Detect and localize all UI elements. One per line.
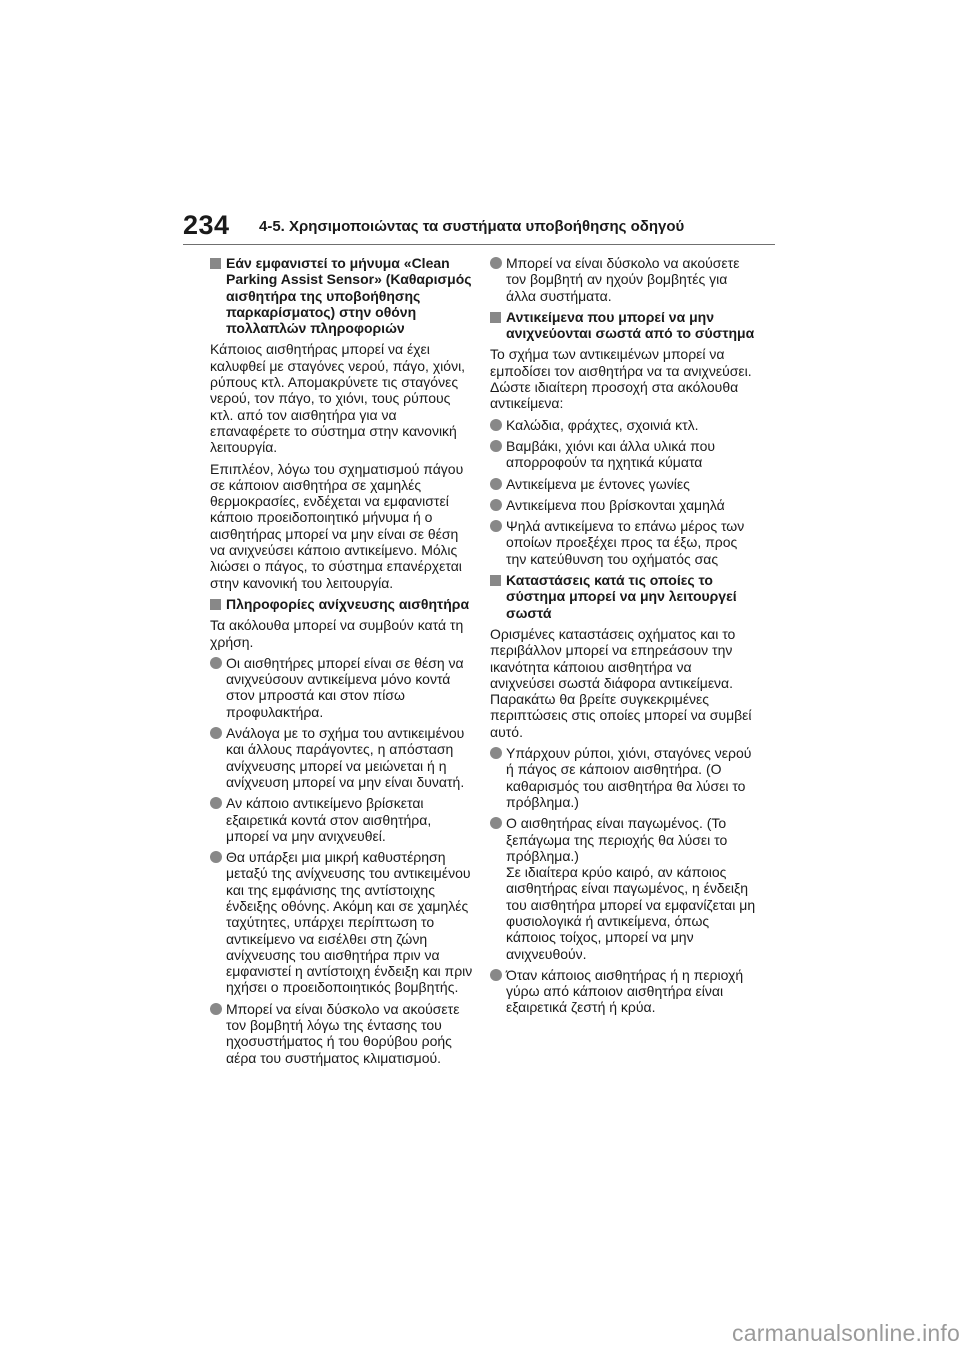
- list-item-text: Αν κάποιο αντικείμενο βρίσκεται εξαιρετικά κοντά στον αισθητήρα, μπορεί να μην ανιχνευθεί.: [226, 795, 432, 844]
- list-item: [490, 967, 756, 1016]
- list-item-text: Οι αισθητήρες μπορεί είναι σε θέση να ανιχνεύσουν αντικείμενα μόνο κοντά στον μπροστά και στον πίσω προφυλακτήρα.: [226, 654, 464, 720]
- circle-bullet-icon: [490, 419, 502, 431]
- circle-bullet-icon: [210, 727, 222, 739]
- heading-malfunction-situations: [490, 572, 756, 621]
- list-item-text: Μπορεί να είναι δύσκολο να ακούσετε τον βομβητή λόγω της έντασης του ηχοσυστήματος ή του θορύβου ροής αέρα του συστήματος κλιματισμού.: [226, 1000, 460, 1066]
- list-item-subtext: Σε ιδιαίτερα κρύο καιρό, αν κάποιος αισθητήρας είναι παγωμένος, η ένδειξη του αισθητήρα μπορεί να εμφανίζεται μη φυσιολογικά ή αντικείμενα, όπως κάποιος τοίχος, μπορεί να μην ανιχνευθούν.: [506, 864, 756, 962]
- paragraph-ice-formation: Επιπλέον, λόγω του σχηματισμού πάγου σε κάποιον αισθητήρα σε χαμηλές θερμοκρασίες, ενδέχεται να εμφανιστεί κάποιο προειδοποιητικό μήνυμα ή ο αισθητήρας μπορεί να μην είναι σε θέση να ανιχνεύσει κάποιο αντικείμενο. Μόλις λιώσει ο πάγος, το σύστημα επανέρχεται στην κανονική του λειτουργία.: [210, 460, 464, 591]
- circle-bullet-icon: [490, 440, 502, 452]
- list-item: [490, 815, 756, 962]
- list-item: [210, 849, 476, 996]
- circle-bullet-icon: [490, 747, 502, 759]
- circle-bullet-icon: [210, 1003, 222, 1015]
- heading-text: Εάν εμφανιστεί το μήνυμα «Clean Parking Assist Sensor» (Καθαρισμός αισθητήρα της υποβοήθησης παρκαρίσματος) στην οθόνη πολλαπλών πληροφοριών: [226, 255, 472, 337]
- circle-bullet-icon: [490, 817, 502, 829]
- paragraph-may-occur: Τα ακόλουθα μπορεί να συμβούν κατά τη χρήση.: [210, 617, 464, 650]
- paragraph-object-shape: Το σχήμα των αντικειμένων μπορεί να εμποδίσει τον αισθητήρα να τα ανιχνεύσει. Δώστε ιδιαίτερη προσοχή στα ακόλουθα αντικείμενα:: [490, 346, 752, 412]
- heading-text: Καταστάσεις κατά τις οποίες το σύστημα μπορεί να μην λειτουργεί σωστά: [506, 572, 737, 621]
- circle-bullet-icon: [490, 257, 502, 269]
- list-item-text: Θα υπάρξει μια μικρή καθυστέρηση μεταξύ της ανίχνευσης του αντικειμένου και της εμφάνισης της αντίστοιχης ένδειξης οθόνης. Ακόμη και σε χαμηλές ταχύτητες, υπάρχει περίπτωση το αντικείμενο να εισέλθει στη ζώνη ανίχνευσης του αισθητήρα πριν να εμφανιστεί η αντίστοιχη ένδειξη και πριν ηχήσει ο προειδοποιητικός βομβητής.: [226, 849, 473, 996]
- circle-bullet-icon: [210, 851, 222, 863]
- page-header: [183, 210, 783, 246]
- paragraph-sensor-covered: Κάποιος αισθητήρας μπορεί να έχει καλυφθεί με σταγόνες νερού, πάγο, χιόνι, ρύπους κτλ. Απομακρύνετε τις σταγόνες νερού, τον πάγο, το χιόνι, τους ρύπους κτλ. από τον αισθητήρα για να επαναφέρετε το σύστημα στην κανονική λειτουργία.: [210, 341, 466, 456]
- list-item-text: Ανάλογα με το σχήμα του αντικειμένου και άλλους παράγοντες, η απόσταση ανίχνευσης μπορεί να μειώνεται ή η ανίχνευση μπορεί να μην είναι δυνατή.: [226, 725, 465, 790]
- list-item: [490, 476, 756, 492]
- heading-text: Αντικείμενα που μπορεί να μην ανιχνεύονται σωστά από το σύστημα: [506, 308, 755, 342]
- right-column: [490, 255, 756, 1021]
- square-bullet-icon: [490, 575, 501, 586]
- list-item-text: Βαμβάκι, χιόνι και άλλα υλικά που απορροφούν τα ηχητικά κύματα: [506, 437, 716, 471]
- circle-bullet-icon: [490, 499, 502, 511]
- heading-undetected-objects: [490, 309, 756, 342]
- list-item-text: Μπορεί να είναι δύσκολο να ακούσετε τον βομβητή αν ηχούν βομβητές για άλλα συστήματα.: [506, 255, 740, 304]
- watermark: carmanualsonline.info: [732, 1320, 960, 1346]
- list-item-text: Ο αισθητήρας είναι παγωμένος. (Το ξεπάγωμα της περιοχής θα λύσει το πρόβλημα.): [506, 815, 728, 864]
- list-item: [490, 745, 756, 810]
- list-item: [210, 655, 476, 720]
- square-bullet-icon: [490, 312, 501, 323]
- list-item: [490, 255, 756, 304]
- square-bullet-icon: [210, 599, 221, 610]
- list-item-text: Αντικείμενα που βρίσκονται χαμηλά: [506, 496, 725, 513]
- list-item: [210, 725, 476, 790]
- heading-text: Πληροφορίες ανίχνευσης αισθητήρα: [226, 595, 470, 612]
- circle-bullet-icon: [210, 797, 222, 809]
- list-item: [490, 417, 756, 433]
- left-column: [210, 255, 476, 1071]
- section-title: 4-5. Χρησιμοποιώντας τα συστήματα υποβοήθησης οδηγού: [259, 218, 685, 235]
- list-item-text: Καλώδια, φράχτες, σχοινιά κτλ.: [506, 416, 699, 433]
- list-item: [490, 497, 756, 513]
- list-item-text: Αντικείμενα με έντονες γωνίες: [506, 475, 690, 492]
- circle-bullet-icon: [210, 657, 222, 669]
- square-bullet-icon: [210, 258, 221, 269]
- list-item: [490, 438, 756, 471]
- paragraph-vehicle-conditions: Ορισμένες καταστάσεις οχήματος και το περιβάλλον μπορεί να επηρεάσουν την ικανότητα κάποιου αισθητήρα να ανιχνεύσει σωστά διάφορα αντικείμενα. Παρακάτω θα βρείτε συγκεκριμένες περιπτώσεις στις οποίες μπορεί να συμβεί αυτό.: [490, 625, 752, 740]
- circle-bullet-icon: [490, 520, 502, 532]
- circle-bullet-icon: [490, 478, 502, 490]
- page-number: 234: [183, 210, 230, 240]
- list-item: [490, 518, 756, 567]
- list-item-text: Ψηλά αντικείμενα το επάνω μέρος των οποίων προεξέχει προς τα έξω, προς την κατεύθυνση του οχήματός σας: [506, 518, 745, 567]
- heading-sensor-detection-info: [210, 596, 476, 612]
- header-divider: [183, 244, 775, 245]
- list-item-text: Υπάρχουν ρύποι, χιόνι, σταγόνες νερού ή πάγος σε κάποιον αισθητήρα. (Ο καθαρισμός του αισθητήρα θα λύσει το πρόβλημα.): [506, 745, 752, 810]
- list-item: [210, 795, 476, 844]
- circle-bullet-icon: [490, 969, 502, 981]
- list-item: [210, 1001, 476, 1066]
- list-item-text: Όταν κάποιος αισθητήρας ή η περιοχή γύρω από κάποιον αισθητήρα είναι εξαιρετικά ζεστή ή κρύα.: [506, 966, 744, 1016]
- heading-clean-sensor-message: [210, 255, 476, 336]
